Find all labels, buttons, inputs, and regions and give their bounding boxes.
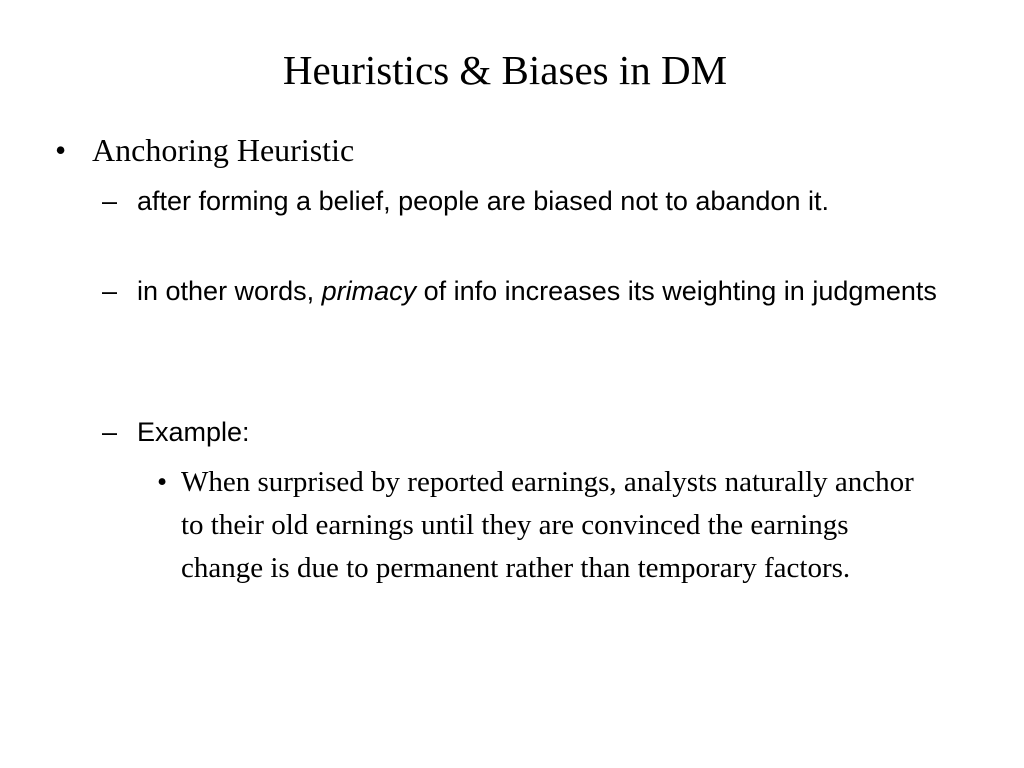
example-text: When surprised by reported earnings, analysts naturally anchor to their old earnings until they are convinced the earnings change is due to permanent rather than temporary factors. bbox=[181, 466, 914, 584]
sub-bullet-primacy bbox=[102, 271, 962, 311]
sub-bullet-example bbox=[102, 412, 962, 452]
bullet-text: Anchoring Heuristic bbox=[92, 132, 355, 168]
dash-marker: – bbox=[102, 186, 118, 216]
sub-bullet-text: after forming a belief, people are biased not to abandon it. bbox=[137, 186, 829, 216]
slide-title: Heuristics & Biases in DM bbox=[282, 47, 728, 93]
text-before-emphasis: in other words, bbox=[137, 276, 322, 306]
example-bullet bbox=[157, 461, 957, 590]
primacy-emphasis: primacy bbox=[321, 276, 417, 306]
dash-marker: – bbox=[102, 276, 118, 306]
dash-marker: – bbox=[102, 417, 118, 447]
sub-bullet-belief bbox=[102, 181, 962, 221]
sub-bullet-text: Example: bbox=[137, 417, 250, 447]
bullet-marker: • bbox=[157, 466, 168, 498]
sub-bullet-text bbox=[137, 271, 957, 311]
bullet-marker: • bbox=[55, 132, 67, 168]
text-after-emphasis: of info increases its weighting in judgments bbox=[416, 276, 937, 306]
